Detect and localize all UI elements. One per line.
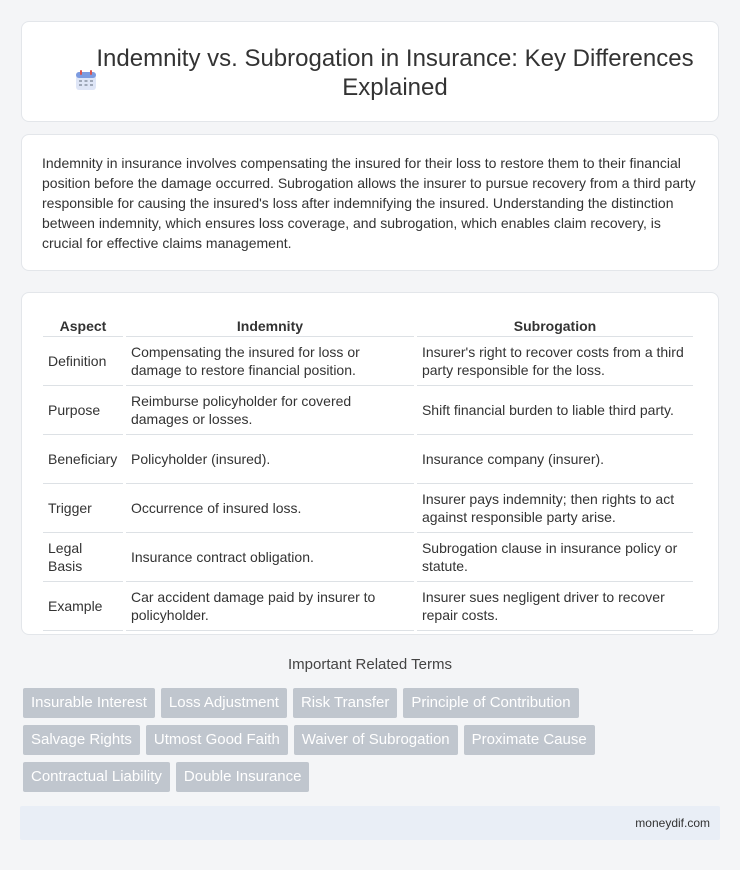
table-header-row xyxy=(43,313,693,337)
comparison-table-card xyxy=(21,292,719,635)
header-indemnity: Indemnity xyxy=(126,313,414,337)
aspect-cell: Purpose xyxy=(43,386,123,435)
table-row xyxy=(43,582,693,631)
table-row xyxy=(43,484,693,533)
table-row xyxy=(43,386,693,435)
title-card xyxy=(21,21,719,122)
related-term-tag[interactable]: Utmost Good Faith xyxy=(146,725,288,755)
subrogation-cell: Shift financial burden to liable third party. xyxy=(417,386,693,435)
indemnity-cell: Compensating the insured for loss or damage to restore financial position. xyxy=(126,337,414,386)
table-row xyxy=(43,533,693,582)
indemnity-cell: Policyholder (insured). xyxy=(126,435,414,484)
related-term-tag[interactable]: Insurable Interest xyxy=(23,688,155,718)
subrogation-cell: Subrogation clause in insurance policy or statute. xyxy=(417,533,693,582)
table-row xyxy=(43,337,693,386)
aspect-cell: Example xyxy=(43,582,123,631)
indemnity-cell: Car accident damage paid by insurer to policyholder. xyxy=(126,582,414,631)
footer-site-link[interactable]: moneydif.com xyxy=(635,816,710,830)
related-term-tag[interactable]: Risk Transfer xyxy=(293,688,397,718)
related-term-tag[interactable]: Contractual Liability xyxy=(23,762,170,792)
aspect-cell: Legal Basis xyxy=(43,533,123,582)
subrogation-cell: Insurer pays indemnity; then rights to act against responsible party arise. xyxy=(417,484,693,533)
indemnity-cell: Reimburse policyholder for covered damages or losses. xyxy=(126,386,414,435)
footer xyxy=(20,806,720,840)
related-term-tag[interactable]: Principle of Contribution xyxy=(403,688,578,718)
page-title: Indemnity vs. Subrogation in Insurance: Key Differences Explained xyxy=(96,45,694,101)
aspect-cell: Beneficiary xyxy=(43,435,123,484)
comparison-table xyxy=(40,313,696,631)
subrogation-cell: Insurance company (insurer). xyxy=(417,435,693,484)
subrogation-cell: Insurer sues negligent driver to recover repair costs. xyxy=(417,582,693,631)
header-subrogation: Subrogation xyxy=(417,313,693,337)
indemnity-cell: Insurance contract obligation. xyxy=(126,533,414,582)
subrogation-cell: Insurer's right to recover costs from a third party responsible for the loss. xyxy=(417,337,693,386)
related-terms-list xyxy=(23,688,723,799)
intro-paragraph: Indemnity in insurance involves compensating the insured for their loss to restore them to their financial position before the damage occurred. Subrogation allows the insurer to pursue recovery from a third party responsible for causing the insured's loss after indemnifying the insured. Understanding the distinction between indemnity, which ensures loss coverage, and subrogation, which enables claim recovery, is crucial for effective claims management. xyxy=(42,155,696,251)
aspect-cell: Definition xyxy=(43,337,123,386)
related-term-tag[interactable]: Loss Adjustment xyxy=(161,688,287,718)
related-term-tag[interactable]: Proximate Cause xyxy=(464,725,595,755)
related-terms-heading: Important Related Terms xyxy=(288,656,452,673)
related-term-tag[interactable]: Waiver of Subrogation xyxy=(294,725,458,755)
indemnity-cell: Occurrence of insured loss. xyxy=(126,484,414,533)
intro-card xyxy=(21,134,719,271)
table-row xyxy=(43,435,693,484)
related-term-tag[interactable]: Salvage Rights xyxy=(23,725,140,755)
related-term-tag[interactable]: Double Insurance xyxy=(176,762,310,792)
header-aspect: Aspect xyxy=(43,313,123,337)
aspect-cell: Trigger xyxy=(43,484,123,533)
